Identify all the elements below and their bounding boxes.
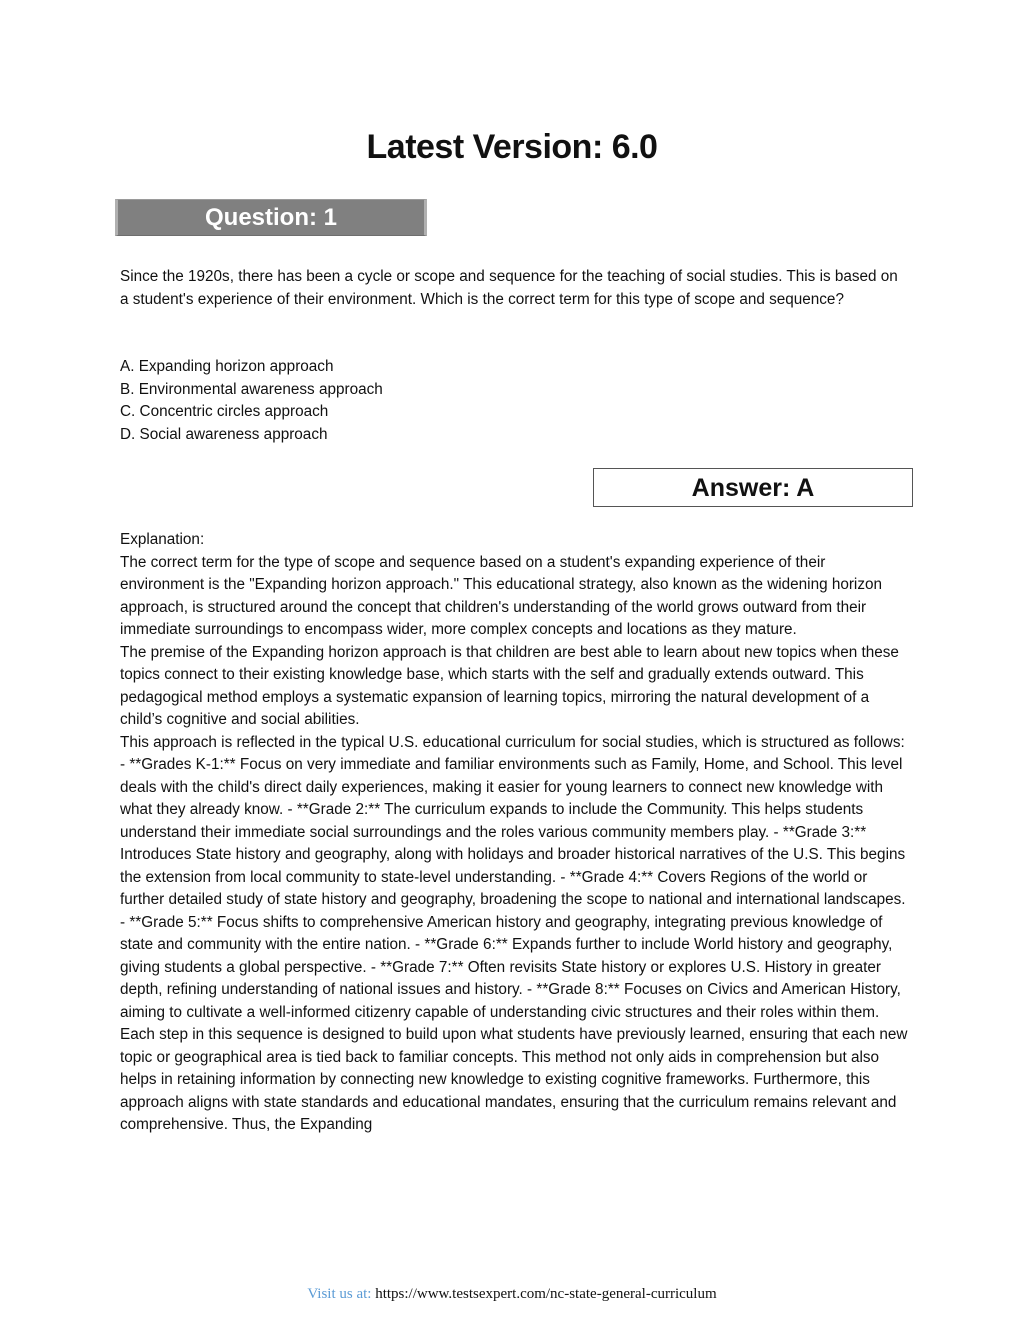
answer-label: Answer: A bbox=[691, 474, 815, 502]
footer-visit-label: Visit us at: bbox=[307, 1286, 376, 1302]
question-label: Question: 1 bbox=[204, 204, 337, 231]
footer bbox=[0, 1284, 1024, 1304]
explanation-paragraph: This approach is reflected in the typical U.S. educational curriculum for social studies, which is structured as follows: - **Grades K-1:** Focus on very immediate and familiar environments such as Family, Home, and School. This level deals with the child's direct daily experiences, making it easier for young learners to connect new knowledge with what they already know. - **Grade 2:** The curriculum expands to include the Community. This helps students understand their immediate social surroundings and the roles various community members play. - **Grade 3:** Introduces State history and geography, along with holidays and broader historical narratives of the U.S. This begins the extension from local community to state-level understanding. - **Grade 4:** Covers Regions of the world or further detailed study of state history and geography, broadening the scope to national and international landscapes. - **Grade 5:** Focus shifts to comprehensive American history and geography, integrating previous knowledge of state and community with the entire nation. - **Grade 6:** Expands further to include World history and geography, giving students a global perspective. - **Grade 7:** Often revisits State history or explores U.S. History in greater depth, refining understanding of national issues and history. - **Grade 8:** Focuses on Civics and American History, aiming to cultivate a well-informed citizenry capable of understanding civic structures and their roles within them. bbox=[120, 733, 906, 1021]
explanation-paragraph: The correct term for the type of scope and sequence based on a student's expanding experience of their environment is the "Expanding horizon approach." This educational strategy, also known as the widening horizon approach, is structured around the concept that children's understanding of the world grows outward from their immediate surroundings to encompass wider, more complex concepts and locations as they mature. bbox=[120, 553, 882, 638]
question-header bbox=[115, 199, 427, 236]
footer-url-link[interactable]: https://www.testsexpert.com/nc-state-general-curriculum bbox=[375, 1286, 717, 1302]
page-title: Latest Version: 6.0 bbox=[366, 128, 658, 166]
explanation-section bbox=[120, 529, 910, 1137]
option-c: C. Concentric circles approach bbox=[120, 403, 329, 420]
explanation-heading: Explanation: bbox=[120, 531, 205, 548]
explanation-paragraph: The premise of the Expanding horizon approach is that children are best able to learn about new topics when these topics connect to their existing knowledge base, which starts with the self and gradually extends outward. This pedagogical method employs a systematic expansion of learning topics, mirroring the natural development of a child’s cognitive and social abilities. bbox=[120, 643, 899, 728]
option-a: A. Expanding horizon approach bbox=[120, 358, 334, 375]
question-text: Since the 1920s, there has been a cycle or scope and sequence for the teaching of social studies. This is based on a student's experience of their environment. Which is the correct term for this type of scope and sequence? bbox=[120, 268, 898, 308]
answer-options bbox=[120, 356, 720, 446]
option-d: D. Social awareness approach bbox=[120, 425, 328, 443]
answer-box bbox=[593, 468, 913, 507]
explanation-paragraph: Each step in this sequence is designed to build upon what students have previously learned, ensuring that each new topic or geographical area is tied back to familiar concepts. This method not only aids in comprehension but also helps in retaining information by connecting new knowledge to existing cognitive frameworks. Furthermore, this approach aligns with state standards and educational mandates, ensuring that the curriculum remains relevant and comprehensive. Thus, the Expanding bbox=[120, 1026, 908, 1133]
option-b: B. Environmental awareness approach bbox=[120, 380, 383, 398]
